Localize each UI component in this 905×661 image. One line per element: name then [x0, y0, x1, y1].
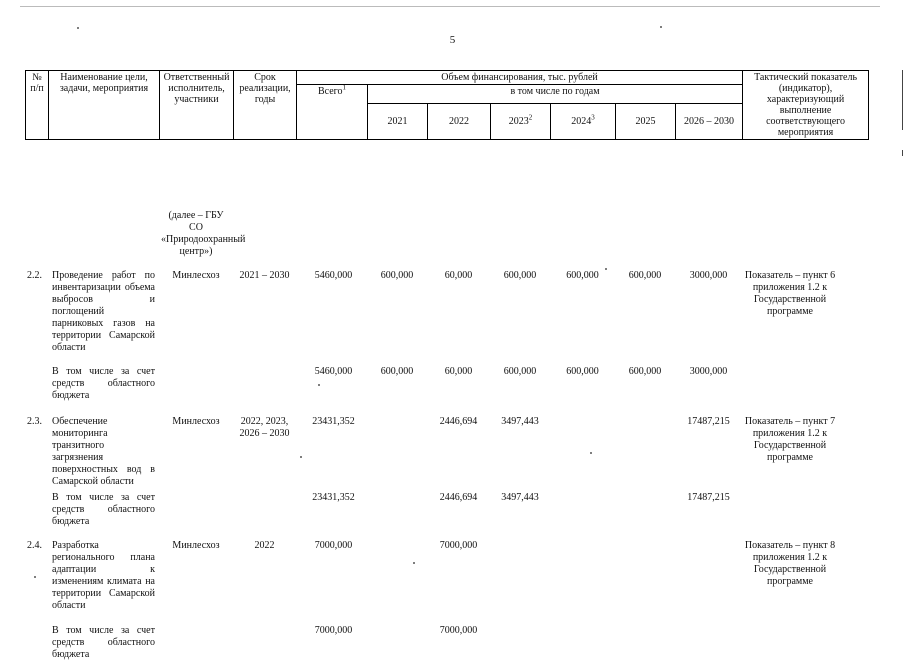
table-row [25, 540, 838, 612]
scan-speck [590, 452, 592, 454]
cell-total: 23431,352 [312, 416, 355, 427]
cell-responsible: Минлесхоз [172, 270, 220, 281]
scan-speck [300, 456, 302, 458]
header-year-2024: 2024$^3$ [551, 104, 616, 140]
cell-2021: 600,000 [380, 366, 414, 377]
cell-responsible: Минлесхоз [172, 540, 220, 551]
cell-responsible: (далее – ГБУ СО «Природоохранный центр») [161, 210, 246, 257]
table-header [25, 70, 869, 140]
cell-name: Проведение работ по инвентаризации объема выбросов и поглощений парниковых газов на территории Самарской области [52, 270, 155, 353]
page-number: 5 [449, 34, 456, 46]
cell-no: 2.4. [27, 540, 42, 551]
header-year-2021: 2021 [368, 104, 428, 140]
table-row [25, 366, 742, 402]
scan-speck [318, 384, 320, 386]
cell-2026-2030: 3000,000 [689, 270, 728, 281]
cell-indicator: Показатель – пункт 6 приложения 1.2 к Государственной программе [744, 270, 836, 317]
finance-table [25, 70, 868, 660]
header-by-years: в том числе по годам [368, 85, 743, 104]
cell-total: 5460,000 [314, 270, 353, 281]
header-finance: Объем финансирования, тыс. рублей [297, 71, 743, 85]
table-row [25, 210, 246, 258]
cell-total: 7000,000 [314, 625, 353, 636]
cell-2021: 600,000 [380, 270, 414, 281]
cell-2024: 600,000 [566, 270, 599, 281]
cell-2022: 7000,000 [439, 625, 478, 636]
cell-name: В том числе за счет средств областного бюджета [52, 366, 155, 401]
cell-2026-2030: 3000,000 [689, 366, 728, 377]
table-row [25, 416, 838, 488]
cell-name: Обеспечение мониторинга транзитного загрязнения поверхностных вод в Самарской области [52, 416, 155, 487]
cell-2024: 600,000 [566, 366, 599, 377]
cell-2023: 600,000 [503, 270, 537, 281]
header-year-2023: 2023$^2$ [491, 104, 551, 140]
cell-term: 2022, 2023, 2026 – 2030 [239, 416, 290, 439]
cell-term: 2022 [254, 540, 275, 551]
header-year-2026-2030: 2026 – 2030 [676, 104, 743, 140]
table-row [25, 625, 490, 661]
cell-2023: 3497,443 [501, 416, 539, 427]
cell-2022: 60,000 [444, 270, 473, 281]
cell-total: 5460,000 [314, 366, 353, 377]
header-total: Всего$^1$ [297, 85, 368, 140]
table-row [25, 270, 838, 354]
header-term: Срок реализации, годы [234, 71, 297, 140]
scan-speck [660, 26, 662, 28]
scan-speck [605, 268, 607, 270]
cell-responsible: Минлесхоз [172, 416, 220, 427]
cell-2025: 600,000 [628, 270, 662, 281]
header-indicator: Тактический показатель (индикатор), характеризующий выполнение соответствующего мероприятия [743, 71, 869, 140]
cell-2022: 7000,000 [439, 540, 478, 551]
header-responsible: Ответственный исполнитель, участники [160, 71, 234, 140]
table-row [25, 492, 742, 528]
cell-2026-2030: 17487,215 [687, 416, 730, 427]
cell-2025: 600,000 [628, 366, 662, 377]
cell-2022: 2446,694 [439, 416, 478, 427]
header-year-2022: 2022 [428, 104, 491, 140]
cell-2022: 60,000 [444, 366, 473, 377]
scan-speck [77, 27, 79, 29]
header-year-2025: 2025 [616, 104, 676, 140]
header-name: Наименование цели, задачи, мероприятия [49, 71, 160, 140]
cell-name: Разработка регионального плана адаптации к изменениям климата на территории Самарской области [52, 540, 155, 611]
cell-total: 23431,352 [312, 492, 355, 503]
cell-name: В том числе за счет средств областного бюджета [52, 625, 155, 660]
cell-no: 2.3. [27, 416, 42, 427]
scan-edge-line [20, 6, 880, 7]
cell-2022: 2446,694 [439, 492, 478, 503]
scan-speck [413, 562, 415, 564]
cell-indicator: Показатель – пункт 8 приложения 1.2 к Государственной программе [744, 540, 836, 587]
cell-term: 2021 – 2030 [239, 270, 290, 281]
cell-name: В том числе за счет средств областного бюджета [52, 492, 155, 527]
cell-no: 2.2. [27, 270, 42, 281]
header-no: № п/п [26, 71, 49, 140]
scan-edge-mark [902, 70, 903, 130]
cell-total: 7000,000 [314, 540, 353, 551]
scan-edge-mark [902, 150, 903, 156]
cell-2023: 3497,443 [501, 492, 539, 503]
cell-2026-2030: 17487,215 [687, 492, 730, 503]
cell-2023: 600,000 [503, 366, 537, 377]
scan-speck [34, 576, 36, 578]
cell-indicator: Показатель – пункт 7 приложения 1.2 к Государственной программе [744, 416, 836, 463]
